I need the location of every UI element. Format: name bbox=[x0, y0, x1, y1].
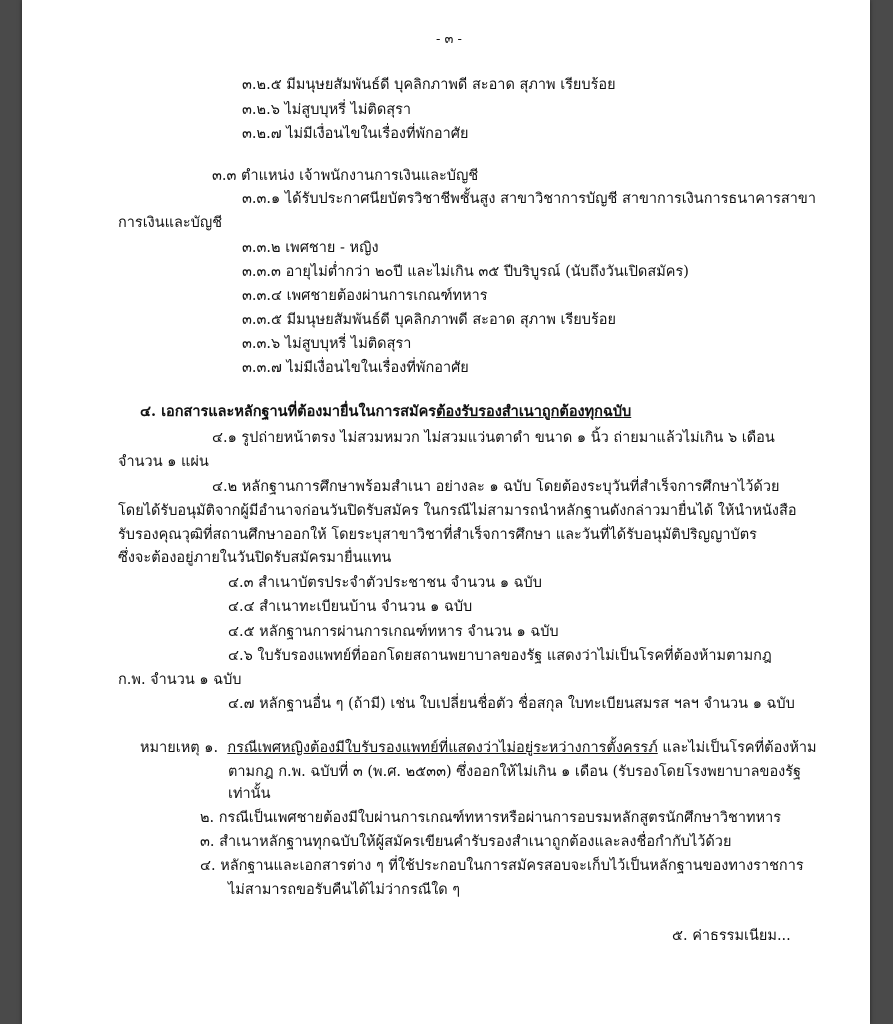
item-4-6: ๔.๖ ใบรับรองแพทย์ที่ออกโดยสถานพยาบาลของรัฐ แสดงว่าไม่เป็นโรคที่ต้องห้ามตามกฎ bbox=[228, 648, 772, 664]
page-number: - ๓ - bbox=[436, 32, 462, 47]
section-4-heading bbox=[140, 402, 631, 422]
item-3-3-1: ๓.๓.๑ ได้รับประกาศนียบัตรวิชาชีพชั้นสูง สาขาวิชาการบัญชี สาขาการเงินการธนาคารสาขา bbox=[242, 191, 816, 207]
note-4-cont: ไม่สามารถขอรับคืนได้ไม่ว่ากรณีใด ๆ bbox=[228, 882, 461, 898]
item-3-3-6: ๓.๓.๖ ไม่สูบบุหรี่ ไม่ติดสุรา bbox=[242, 336, 412, 352]
item-3-2-5: ๓.๒.๕ มีมนุษยสัมพันธ์ดี บุคลิกภาพดี สะอาด สุภาพ เรียบร้อย bbox=[242, 77, 616, 93]
item-4-2: ๔.๒ หลักฐานการศึกษาพร้อมสำเนา อย่างละ ๑ ฉบับ โดยต้องระบุวันที่สำเร็จการศึกษาไว้ด้วย bbox=[212, 479, 780, 495]
item-4-1-cont: จำนวน ๑ แผ่น bbox=[118, 454, 209, 470]
continuation-marker: ๕. ค่าธรรมเนียม... bbox=[672, 928, 791, 944]
item-4-2-cont-3: ซึ่งจะต้องอยู่ภายในวันปิดรับสมัครมายื่นแทน bbox=[118, 550, 392, 566]
item-3-3-3: ๓.๓.๓ อายุไม่ต่ำกว่า ๒๐ปี และไม่เกิน ๓๕ ปีบริบูรณ์ (นับถึงวันเปิดสมัคร) bbox=[242, 264, 689, 280]
item-3-3-2: ๓.๓.๒ เพศชาย - หญิง bbox=[242, 240, 379, 256]
item-3-3-4: ๓.๓.๔ เพศชายต้องผ่านการเกณฑ์ทหาร bbox=[242, 288, 488, 304]
item-4-7: ๔.๗ หลักฐานอื่น ๆ (ถ้ามี) เช่น ใบเปลี่ยนชื่อตัว ชื่อสกุล ใบทะเบียนสมรส ฯลฯ จำนวน ๑ ฉบับ bbox=[228, 696, 795, 712]
item-4-2-cont-2: รับรองคุณวุฒิที่สถานศึกษาออกให้ โดยระบุสาขาวิชาที่สำเร็จการศึกษา และวันที่ได้รับอนุมัติปริญญาบัตร bbox=[118, 527, 757, 543]
item-3-3-7: ๓.๓.๗ ไม่มีเงื่อนไขในเรื่องที่พักอาศัย bbox=[242, 360, 469, 376]
item-4-6-cont: ก.พ. จำนวน ๑ ฉบับ bbox=[118, 672, 242, 688]
item-3-3-5: ๓.๓.๕ มีมนุษยสัมพันธ์ดี บุคลิกภาพดี สะอาด สุภาพ เรียบร้อย bbox=[242, 312, 616, 328]
item-4-5: ๔.๕ หลักฐานการผ่านการเกณฑ์ทหาร จำนวน ๑ ฉบับ bbox=[228, 624, 559, 640]
note-1-cont-1: ตามกฎ ก.พ. ฉบับที่ ๓ (พ.ศ. ๒๕๓๓) ซึ่งออกให้ไม่เกิน ๑ เดือน (รับรองโดยโรงพยาบาลของรัฐ bbox=[228, 764, 802, 780]
note-1-rest: และไม่เป็นโรคที่ต้องห้าม bbox=[657, 740, 817, 756]
item-3-3-1-cont: การเงินและบัญชี bbox=[118, 215, 223, 231]
item-4-4: ๔.๔ สำเนาทะเบียนบ้าน จำนวน ๑ ฉบับ bbox=[228, 599, 473, 615]
notes-label: หมายเหตุ ๑. bbox=[140, 740, 219, 756]
note-1 bbox=[140, 738, 817, 758]
note-3: ๓. สำเนาหลักฐานทุกฉบับให้ผู้สมัครเขียนคำรับรองสำเนาถูกต้องและลงชื่อกำกับไว้ด้วย bbox=[200, 834, 732, 850]
note-1-underlined: กรณีเพศหญิงต้องมีใบรับรองแพทย์ที่แสดงว่าไม่อยู่ระหว่างการตั้งครรภ์ bbox=[227, 740, 658, 756]
section-4-heading-text: ๔. เอกสารและหลักฐานที่ต้องมายื่นในการสมัคร bbox=[140, 403, 437, 420]
item-4-2-cont-1: โดยได้รับอนุมัติจากผู้มีอำนาจก่อนวันปิดรับสมัคร ในกรณีไม่สามารถนำหลักฐานดังกล่าวมายื่นได้ ให้นำหนังสือ bbox=[118, 503, 797, 519]
section-4-heading-underlined: ต้องรับรองสำเนาถูกต้องทุกฉบับ bbox=[436, 403, 632, 420]
item-3-2-6: ๓.๒.๖ ไม่สูบบุหรี่ ไม่ติดสุรา bbox=[242, 102, 412, 118]
note-4: ๔. หลักฐานและเอกสารต่าง ๆ ที่ใช้ประกอบในการสมัครสอบจะเก็บไว้เป็นหลักฐานของทางราชการ bbox=[200, 858, 804, 874]
item-4-3: ๔.๓ สำเนาบัตรประจำตัวประชาชน จำนวน ๑ ฉบับ bbox=[228, 575, 542, 591]
item-3-2-7: ๓.๒.๗ ไม่มีเงื่อนไขในเรื่องที่พักอาศัย bbox=[242, 126, 469, 142]
item-4-1: ๔.๑ รูปถ่ายหน้าตรง ไม่สวมหมวก ไม่สวมแว่นตาดำ ขนาด ๑ นิ้ว ถ่ายมาแล้วไม่เกิน ๖ เดือน bbox=[212, 430, 775, 446]
section-3-3-heading: ๓.๓ ตำแหน่ง เจ้าพนักงานการเงินและบัญชี bbox=[212, 168, 479, 184]
document-page bbox=[22, 0, 870, 1024]
note-1-cont-2: เท่านั้น bbox=[228, 786, 271, 802]
note-2: ๒. กรณีเป็นเพศชายต้องมีใบผ่านการเกณฑ์ทหารหรือผ่านการอบรมหลักสูตรนักศึกษาวิชาทหาร bbox=[200, 810, 782, 826]
